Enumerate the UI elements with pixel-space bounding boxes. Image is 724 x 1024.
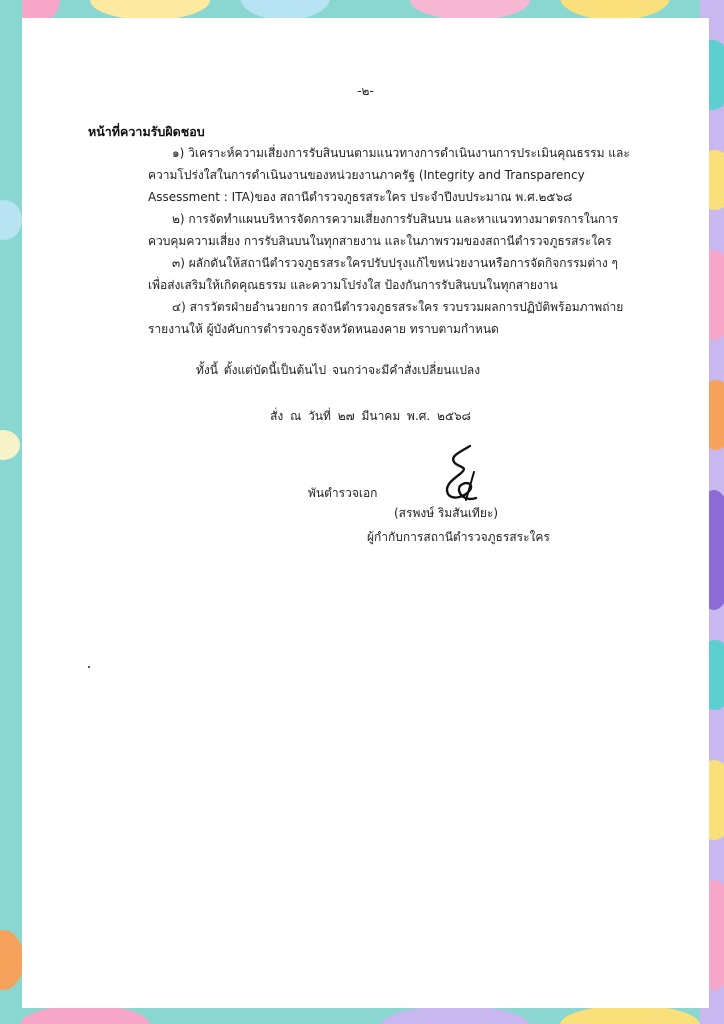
duty-item-2: ๒) การจัดทำแผนบริหารจัดการความเสี่ยงการรับสินบน และหาแนวทางมาตรการในการควบคุมความเสี่ยง การรับสินบนในทุกสายงาน และในภาพรวมของสถานีตำรวจภูธรสระใคร — [148, 212, 619, 248]
signer-rank: พันตำรวจเอก — [308, 486, 378, 500]
section-heading: หน้าที่ความรับผิดชอบ — [88, 124, 205, 139]
document-page — [22, 18, 709, 1008]
page-number: -๒- — [357, 84, 374, 98]
duty-item-3: ๓) ผลักดันให้สถานีตำรวจภูธรสระใครปรับปรุงแก้ไขหน่วยงานหรือการจัดกิจกรรมต่าง ๆ เพื่อส่งเสริมให้เกิดคุณธรรม และความโปร่งใส ป้องกันการรับสินบนในทุกสายงาน — [148, 256, 618, 292]
duties-list — [148, 142, 638, 340]
signature-image — [430, 442, 490, 504]
order-date: สั่ง ณ วันที่ ๒๗ มีนาคม พ.ศ. ๒๕๖๘ — [270, 409, 471, 423]
duty-item-1: ๑) วิเคราะห์ความเสี่ยงการรับสินบนตามแนวทางการดำเนินงานการประเมินคุณธรรม และความโปร่งใสในการดำเนินงานของหน่วยงานภาครัฐ (Integrity and Transparency Assessment : ITA)ของ สถานีตำรวจภูธรสระใคร ประจำปีงบประมาณ พ.ศ.๒๕๖๘ — [148, 146, 630, 204]
stray-mark — [88, 666, 90, 668]
signer-name: (สรพงษ์ ริมสันเทียะ) — [394, 506, 498, 520]
signer-position: ผู้กำกับการสถานีตำรวจภูธรสระใคร — [367, 530, 550, 544]
duty-item-4: ๔) สารวัตรฝ่ายอำนวยการ สถานีตำรวจภูธรสระใคร รวบรวมผลการปฏิบัติพร้อมภาพถ่ายรายงานให้ ผู้บังคับการตำรวจภูธรจังหวัดหนองคาย ทราบตามกำหนด — [148, 300, 624, 336]
closing-statement: ทั้งนี้ ตั้งแต่บัดนี้เป็นต้นไป จนกว่าจะมีคำสั่งเปลี่ยนแปลง — [196, 363, 481, 377]
